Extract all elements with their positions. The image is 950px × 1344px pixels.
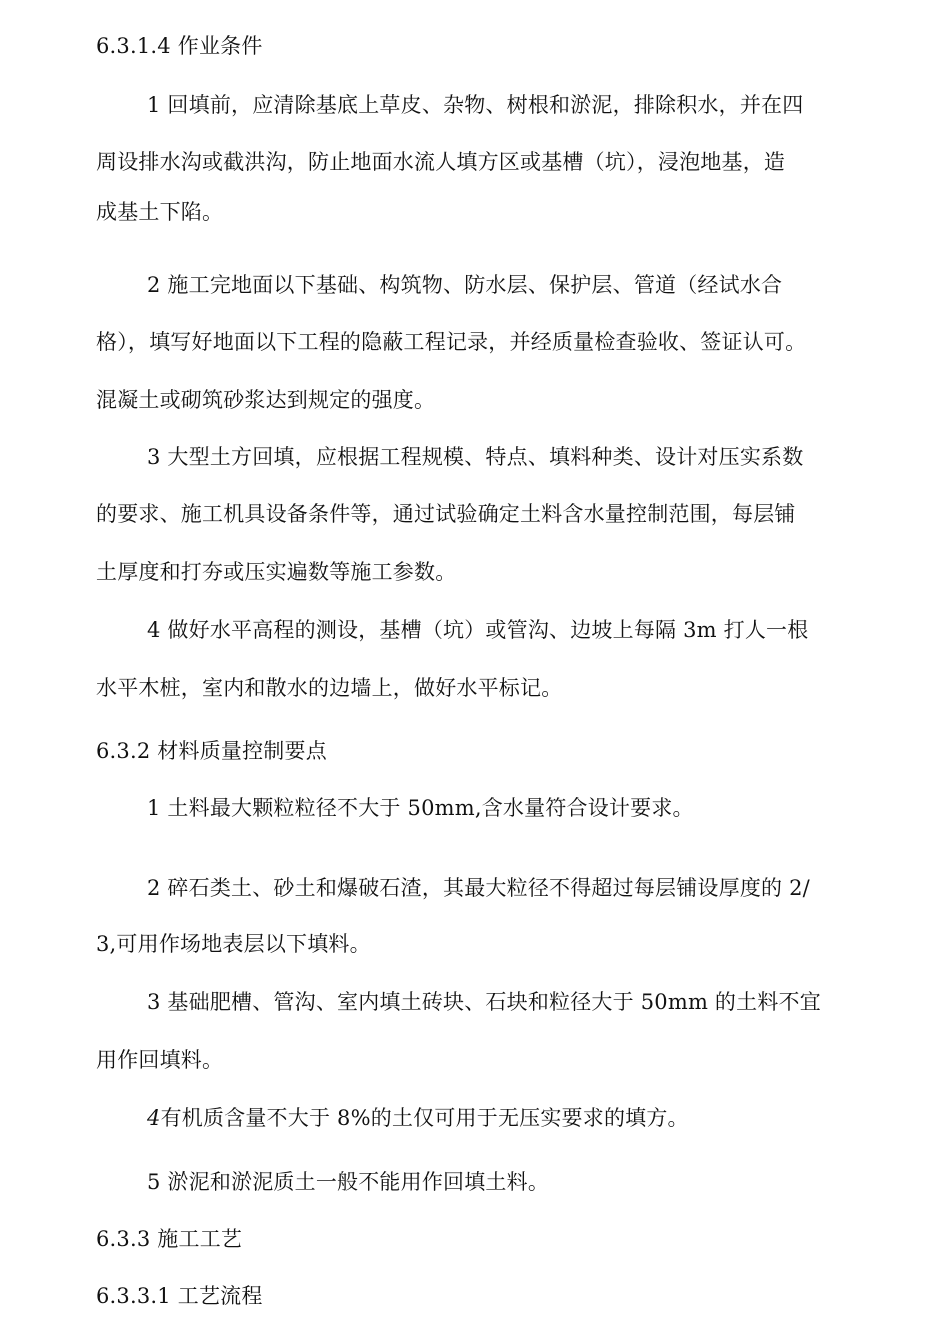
section-heading-6-3-2: 6.3.2 材料质量控制要点: [96, 739, 327, 763]
material-item-1: 1 土料最大颗粒粒径不大于 50mm,含水量符合设计要求。: [147, 796, 694, 820]
material-item-4: [147, 1104, 689, 1132]
section-heading-6-3-3: 6.3.3 施工工艺: [96, 1227, 243, 1251]
section-heading-6-3-1-4: 6.3.1.4 作业条件: [96, 34, 263, 58]
paragraph-1-line-1: 1 回填前，应清除基底上草皮、杂物、树根和淤泥，排除积水，并在四: [147, 93, 804, 117]
paragraph-4-line-2: 水平木桩，室内和散水的边墙上，做好水平标记。: [96, 676, 563, 700]
material-item-4-text: 有机质含量不大于 8%的土仅可用于无压实要求的填方。: [160, 1106, 689, 1130]
material-item-4-number: 4: [147, 1106, 161, 1130]
paragraph-2-line-3: 混凝土或砌筑砂浆达到规定的强度。: [96, 388, 436, 412]
paragraph-3-line-1: 3 大型土方回填，应根据工程规模、特点、填料种类、设计对压实系数: [147, 445, 804, 469]
material-item-5: 5 淤泥和淤泥质土一般不能用作回填土料。: [147, 1170, 550, 1194]
paragraph-2-line-1: 2 施工完地面以下基础、构筑物、防水层、保护层、管道（经试水合: [147, 273, 783, 297]
paragraph-3-line-2: 的要求、施工机具设备条件等，通过试验确定土料含水量控制范围，每层铺: [96, 502, 796, 526]
paragraph-4-line-1: 4 做好水平高程的测设，基槽（坑）或管沟、边坡上每隔 3m 打人一根: [147, 618, 809, 642]
section-heading-6-3-3-1: 6.3.3.1 工艺流程: [96, 1284, 263, 1308]
material-item-2-line-2: 3,可用作场地表层以下填料。: [96, 932, 371, 956]
material-item-2-line-1: 2 碎石类土、砂土和爆破石渣，其最大粒径不得超过每层铺设厚度的 2/: [147, 876, 810, 900]
paragraph-2-line-2: 格），填写好地面以下工程的隐蔽工程记录，并经质量检查验收、签证认可。: [96, 330, 807, 354]
material-item-3-line-1: 3 基础肥槽、管沟、室内填土砖块、石块和粒径大于 50mm 的土料不宜: [147, 990, 821, 1014]
paragraph-3-line-3: 土厚度和打夯或压实遍数等施工参数。: [96, 560, 457, 584]
paragraph-1-line-2: 周设排水沟或截洪沟，防止地面水流人填方区或基槽（坑），浸泡地基，造: [96, 150, 786, 174]
paragraph-1-line-3: 成基土下陷。: [96, 200, 224, 224]
material-item-3-line-2: 用作回填料。: [96, 1048, 224, 1072]
